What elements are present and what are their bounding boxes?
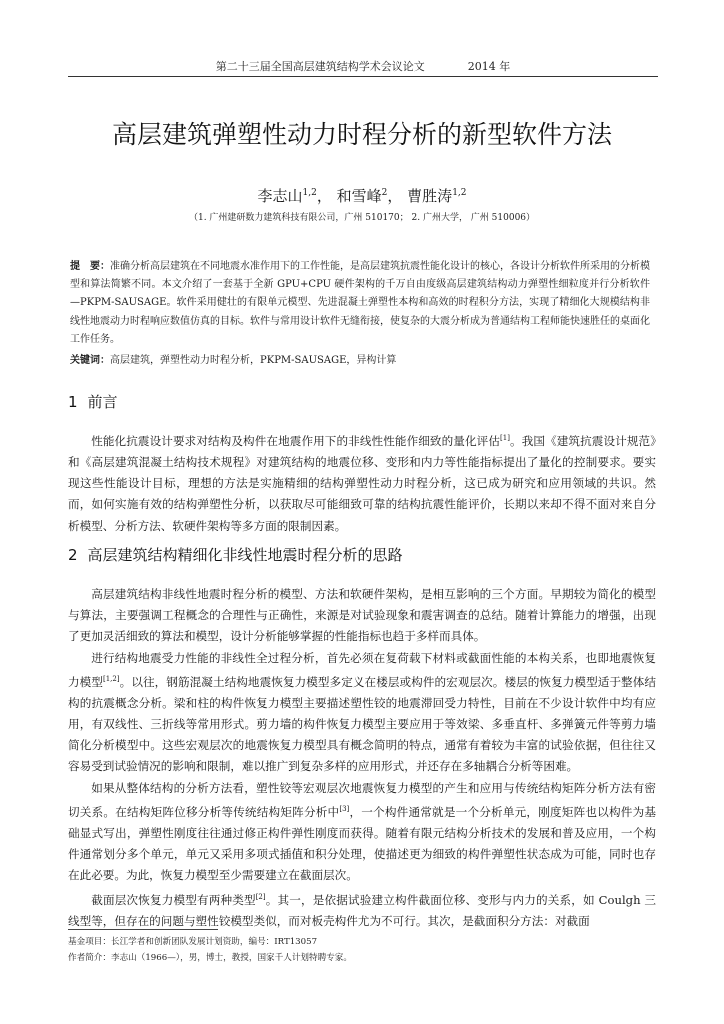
- author-separator: ，: [387, 187, 403, 205]
- citation: [3]: [339, 804, 350, 813]
- header-rule: [68, 76, 658, 77]
- author-name: 曹胜涛: [407, 187, 453, 205]
- footnote-rule: [68, 929, 218, 930]
- citation: [2]: [255, 892, 266, 901]
- section-number: 1: [68, 393, 78, 411]
- paragraph: 高层建筑结构非线性地震时程分析的模型、方法和软硬件架构，是相互影响的三个方面。早期较为简化的模型与算法，主要强调工程概念的合理性与正确性，来源是对试验现象和震害调查的总结。随着计算能力的增强，出现了更加灵活细致的算法和模型，设计分析能够掌握的性能指标也趋于多样而具体。: [68, 587, 656, 644]
- section-title: 前言: [87, 393, 118, 411]
- keywords: [70, 353, 650, 369]
- author-name: 和雪峰: [336, 187, 382, 205]
- paper-title: 高层建筑弹塑性动力时程分析的新型软件方法: [111, 120, 612, 149]
- abstract: [70, 258, 650, 349]
- author-affiliation-mark: 1,2: [302, 188, 317, 198]
- section-introduction-body: [68, 428, 656, 537]
- author-footnote: 作者简介：李志山（1966—），男，博士，教授，国家千人计划特聘专家。: [68, 953, 352, 963]
- running-header: [68, 58, 658, 74]
- funding-footnote: 基金项目：长江学者和创新团队发展计划资助，编号：IRT13057: [68, 937, 318, 947]
- abstract-text: 准确分析高层建筑在不同地震水准作用下的工作性能，是高层建筑抗震性能化设计的核心，各设计分析软件所采用的分析模型和算法简繁不同。本文介绍了一套基于全新 GPU+CPU 硬件架构的千万自由度级高层建筑结构动力弹塑性细粒度并行分析软件—PKPM-SAUSAGE。软件采用健壮的有限单元模型、先进混凝土弹塑性本构和高效的时程积分方法，实现了精细化大规模结构非线性地震动力时程响应数值仿真的目标。软件与常用设计软件无缝衔接，使复杂的大震分析成为普通结构工程师能快速胜任的桌面化工作任务。: [70, 261, 650, 345]
- section-heading-introduction: [68, 392, 668, 412]
- paragraph: 性能化抗震设计要求对结构及构件在地震作用下的非线性性能作细致的量化评估[1]。我国《建筑抗震设计规范》和《高层建筑混凝土结构技术规程》对建筑结构的地震位移、变形和内力等性能指标提出了量化的控制要求。要实现这些性能设计目标，理想的方法是实施精细的结构弹塑性动力时程分析，这已成为研究和应用领域的共识。然而，如何实施有效的结构弹塑性分析，以获取尽可能细致可靠的结构抗震性能评价，长期以来却不得不面对来自分析模型、分析方法、软硬件架构等多方面的限制因素。: [68, 433, 656, 533]
- author-list: [40, 183, 684, 206]
- author-affiliations: （1. 广州建研数力建筑科技有限公司，广州 510170； 2. 广州大学， 广州 510006）: [188, 213, 536, 223]
- keywords-text: 高层建筑，弹塑性动力时程分析，PKPM-SAUSAGE，异构计算: [110, 355, 397, 366]
- paragraph: 如果从整体结构的分析方法看，塑性铰等宏观层次地震恢复力模型的产生和应用与传统结构矩阵分析方法有密切关系。在结构矩阵位移分析等传统结构矩阵分析中[3]，一个构件通常就是一个分析单元，刚度矩阵也以构件为基础显式写出，弹塑性刚度往往通过修正构件弹性刚度而获得。随着有限元结构分析技术的发展和普及应用，一个构件通常划分多个单元，单元又采用多项式插值和积分处理，使描述更为细致的构件弹塑性状态成为可能，同时也存在此必要。为此，恢复力模型至少需要建立在截面层次。: [68, 780, 656, 883]
- citation: [1]: [500, 434, 510, 442]
- section-analysis-approach-body: [68, 584, 656, 932]
- paragraph: 进行结构地震受力性能的非线性全过程分析，首先必须在复荷载下材料或截面性能的本构关系，也即地震恢复力模型[1,2]。以往，钢筋混凝土结构地震恢复力模型多定义在楼层或构件的宏观层次。楼层的恢复力模型适于整体结构的抗震概念分析。梁和柱的构件恢复力模型主要描述塑性铰的地震滞回受力特性，目前在不少设计软件中均有应用，有双线性、三折线等常用形式。剪力墙的构件恢复力模型主要应用于等效梁、多垂直杆、多弹簧元件等剪力墙简化分析模型中。这些宏观层次的地震恢复力模型具有概念简明的特点，通常有着较为丰富的试验依据，但往往又容易受到试验情况的影响和限制，难以推广到复杂多样的应用形式，并还存在多轴耦合分析等困难。: [68, 650, 656, 774]
- author-separator: ，: [316, 187, 332, 205]
- header-year: 2014 年: [467, 60, 511, 73]
- section-heading-analysis-approach: [68, 545, 668, 565]
- author-affiliation-mark: 2: [381, 188, 388, 198]
- author-affiliation-mark: 1,2: [452, 188, 467, 198]
- running-title: 第二十三届全国高层建筑结构学术会议论文: [215, 60, 425, 73]
- keywords-label: 关键词：: [70, 355, 110, 366]
- footnotes: [68, 934, 656, 966]
- abstract-label: 提 要：: [70, 261, 110, 272]
- paragraph: 截面层次恢复力模型有两种类型[2]。其一，是依据试验建立构件截面位移、变形与内力的关系，如 Coulgh 三线型等，但存在的问题与塑性铰模型类似，而对板壳构件尤为不可行。其次，是截面积分方法：对截面: [68, 892, 656, 928]
- author-name: 李志山: [257, 187, 303, 205]
- section-title: 高层建筑结构精细化非线性地震时程分析的思路: [87, 546, 403, 564]
- section-number: 2: [68, 546, 78, 564]
- citation: [1,2]: [102, 674, 120, 683]
